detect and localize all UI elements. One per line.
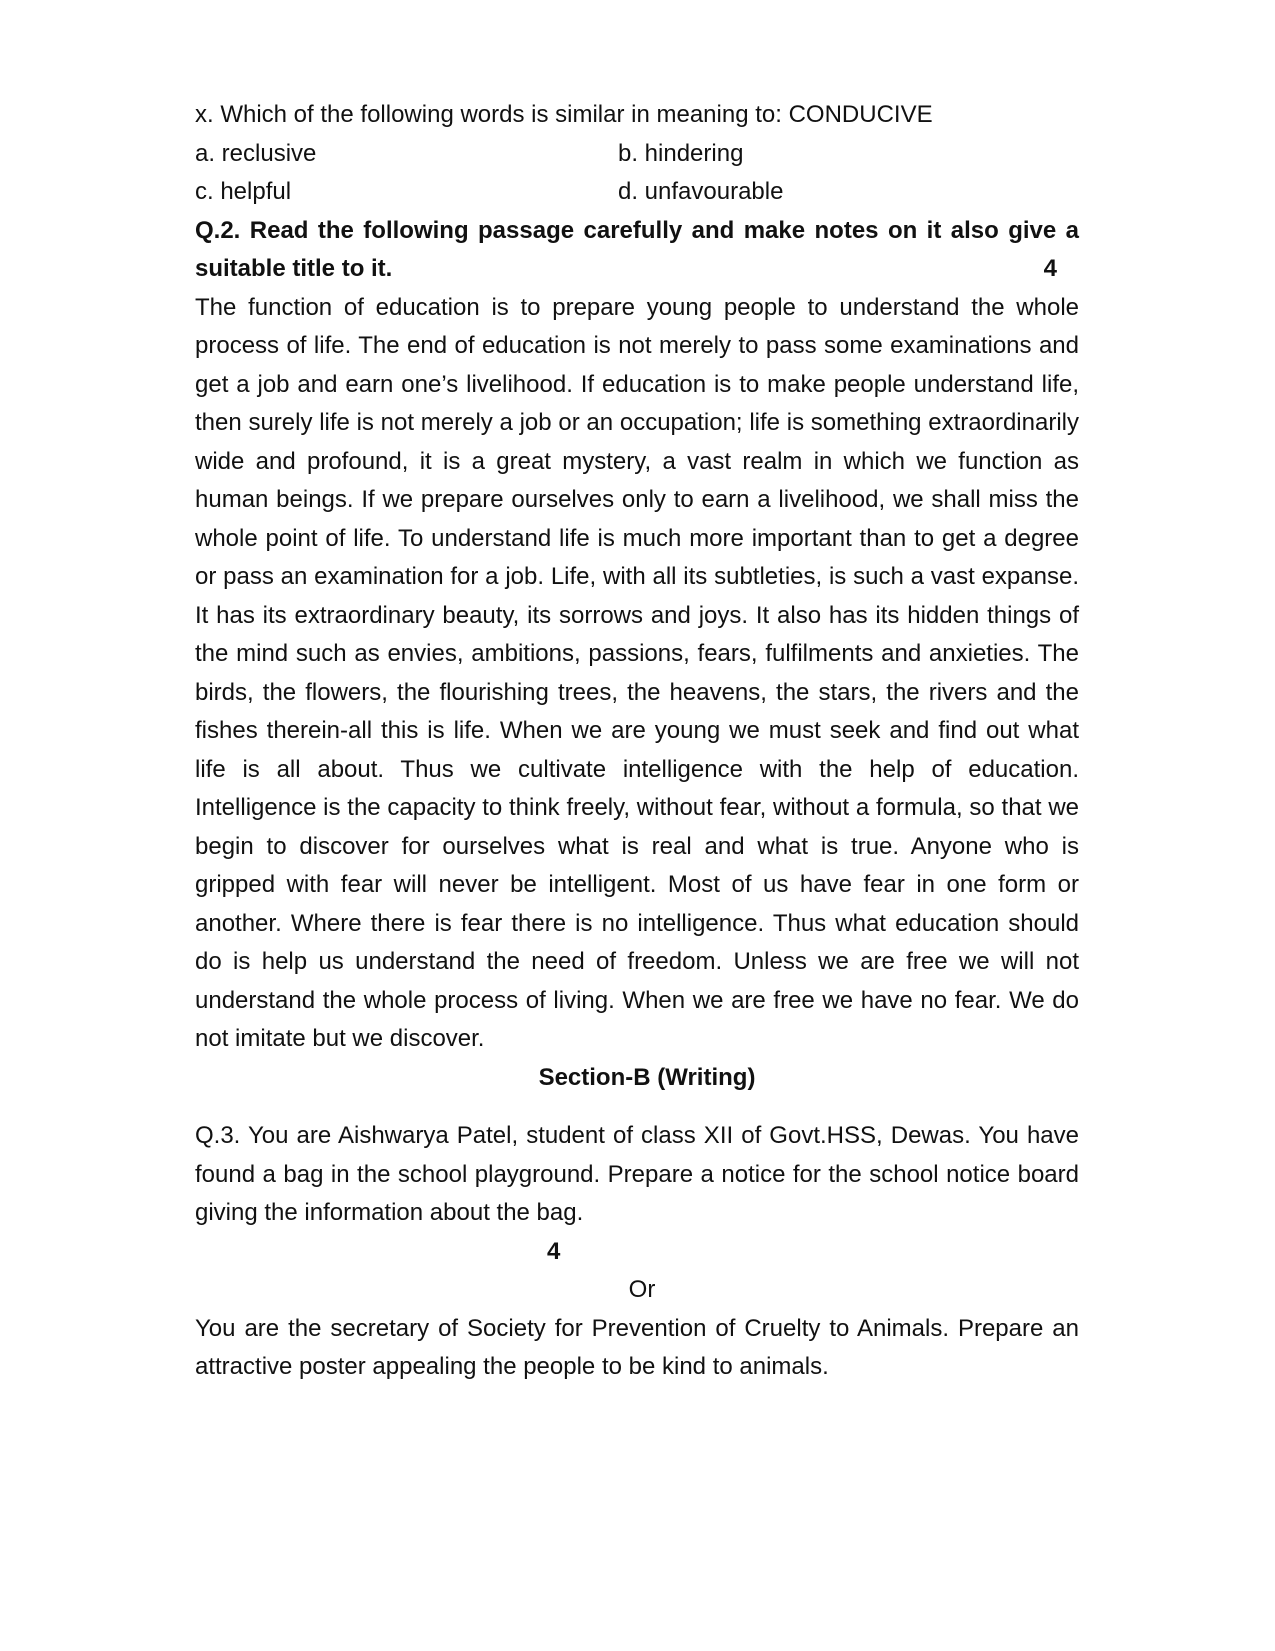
options-row-1 bbox=[195, 135, 1079, 174]
options-row-2 bbox=[195, 173, 1079, 212]
q3-or: Or bbox=[628, 1276, 656, 1303]
option-c: c. helpful bbox=[195, 178, 292, 205]
spacer bbox=[195, 1097, 1079, 1117]
option-b: b. hindering bbox=[618, 139, 744, 167]
q3-text: Q.3. You are Aishwarya Patel, student of class XII of Govt.HSS, Dewas. You have found a bag in the school playground. Prepare a notice for the school notice board giving the information about the bag. bbox=[195, 1122, 1079, 1226]
q2-heading-line2 bbox=[195, 250, 1079, 289]
exam-page bbox=[195, 96, 1079, 1387]
q2-passage: The function of education is to prepare young people to understand the whole process of life. The end of education is not merely to pass some examinations and get a job and earn one’s livelihood. If education is to make people understand life, then surely life is not merely a job or an occupation; life is something extraordinarily wide and profound, it is a great mystery, a vast realm in which we function as human beings. If we prepare ourselves only to earn a livelihood, we shall miss the whole point of life. To understand life is much more important than to get a degree or pass an examination for a job. Life, with all its subtleties, is such a vast expanse. It has its extraordinary beauty, its sorrows and joys. It also has its hidden things of the mind such as envies, ambitions, passions, fears, fulfilments and anxieties. The birds, the flowers, the flourishing trees, the heavens, the stars, the rivers and the fishes therein-all this is life. When we are young we must seek and find out what life is all about. Thus we cultivate intelligence with the help of education. Intelligence is the capacity to think freely, without fear, without a formula, so that we begin to discover for ourselves what is real and what is true. Anyone who is gripped with fear will never be intelligent. Most of us have fear in one form or another. Where there is fear there is no intelligence. Thus what education should do is help us understand the need of freedom. Unless we are free we will not understand the whole process of living. When we are free we have no fear. We do not imitate but we discover. bbox=[195, 293, 1079, 1052]
option-d: d. unfavourable bbox=[618, 178, 784, 205]
q3-alt-text: You are the secretary of Society for Prevention of Cruelty to Animals. Prepare an attractive poster appealing the people to be kind to animals. bbox=[195, 1314, 1079, 1380]
question-x: x. Which of the following words is similar in meaning to: CONDUCIVE bbox=[195, 101, 933, 128]
section-b-title: Section-B (Writing) bbox=[538, 1063, 756, 1091]
q2-marks: 4 bbox=[1043, 255, 1057, 282]
q2-heading-text: suitable title to it. bbox=[195, 255, 393, 282]
q2-heading-line1: Q.2. Read the following passage carefully and make notes on it also give a bbox=[195, 216, 1079, 244]
option-a: a. reclusive bbox=[195, 139, 317, 167]
q3-marks: 4 bbox=[547, 1237, 561, 1265]
